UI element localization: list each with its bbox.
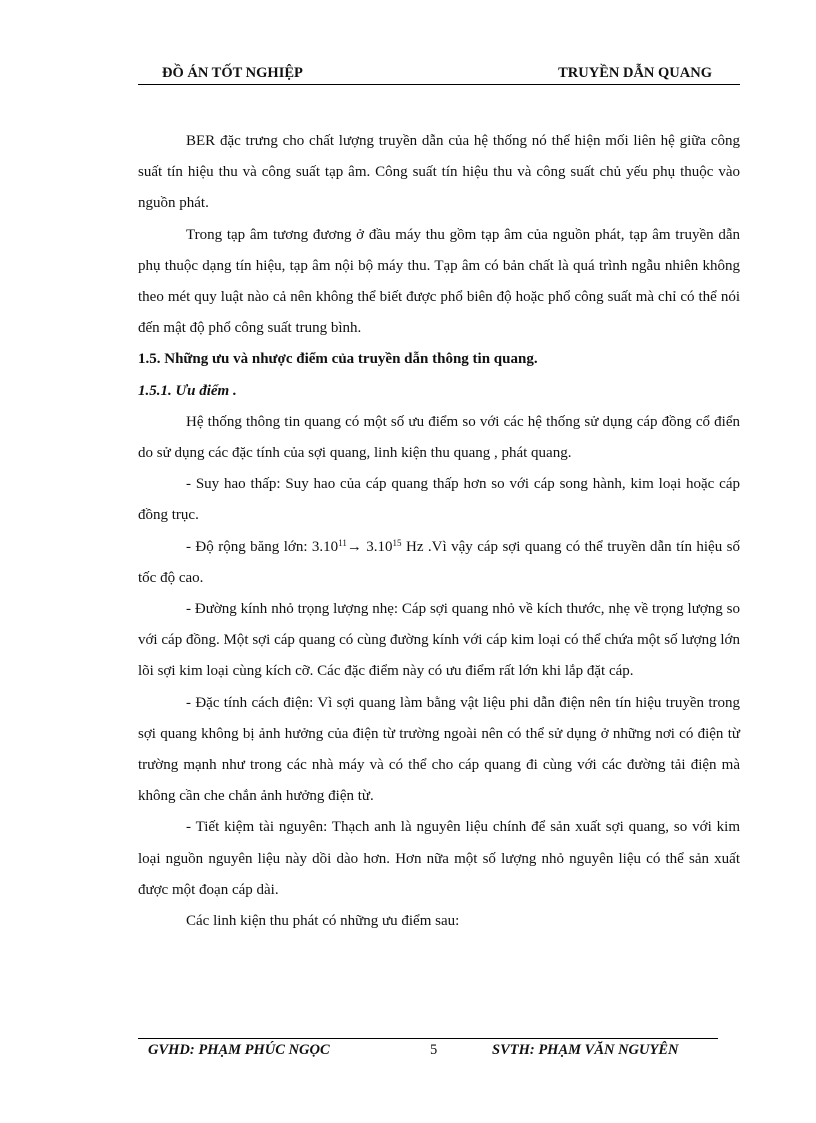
bandwidth-text-c: Hz .Vì vậy cáp sợi quang có thể truyền dẫn tín hiệu số tốc độ cao. bbox=[138, 538, 740, 586]
header-subject: TRUYỀN DẪN QUANG bbox=[558, 65, 712, 81]
bandwidth-text-a: - Độ rộng băng lớn: 3.10 bbox=[186, 538, 339, 555]
paragraph-ber: BER đặc trưng cho chất lượng truyền dẫn của hệ thống nó thể hiện mối liên hệ giữa công suất tín hiệu thu và công suất tạp âm. Công suất tín hiệu thu và công suất chủ yếu phụ thuộc vào nguồn phát. bbox=[138, 133, 740, 212]
page-header bbox=[138, 62, 740, 85]
paragraph-noise: Trong tạp âm tương đương ở đầu máy thu gồm tạp âm của nguồn phát, tạp âm truyền dẫn phụ thuộc dạng tín hiệu, tạp âm nội bộ máy thu. Tạp âm có bản chất là quá trình ngẫu nhiên không theo mét quy luật nào cả nên không thể biết được phổ biên độ hoặc phổ công suất mà chỉ có thể nói đến mật độ phổ công suất trung bình. bbox=[138, 226, 740, 337]
bandwidth-text-b: → 3.10 bbox=[346, 538, 393, 555]
footer-student: SVTH: PHẠM VĂN NGUYÊN bbox=[492, 1042, 679, 1058]
page-body bbox=[138, 126, 740, 937]
bandwidth-exponent-1: 11 bbox=[338, 537, 347, 548]
page-footer bbox=[138, 1038, 718, 1058]
paragraph-components-intro: Các linh kiện thu phát có những ưu điểm sau: bbox=[186, 913, 460, 930]
page-number: 5 bbox=[430, 1042, 438, 1058]
paragraph-insulation: - Đặc tính cách điện: Vì sợi quang làm bằng vật liệu phi dẫn điện nên tín hiệu truyền trong sợi quang không bị ảnh hưởng của điện từ trường ngoài nên có thể sử dụng ở những nơi có điện từ trường mạnh như trong các nhà máy và có thể cho cáp quang đi cùng với các đường tải điện mà không cần che chắn ảnh hưởng điện từ. bbox=[138, 694, 740, 805]
paragraph-bandwidth bbox=[138, 532, 740, 594]
subsection-heading: 1.5.1. Ưu điểm . bbox=[138, 382, 237, 399]
bandwidth-exponent-2: 15 bbox=[392, 537, 402, 548]
paragraph-low-loss: - Suy hao thấp: Suy hao của cáp quang thấp hơn so với cáp song hành, kim loại hoặc cáp đồng trục. bbox=[138, 476, 740, 524]
paragraph-advantages-intro: Hệ thống thông tin quang có một số ưu điểm so với các hệ thống sử dụng cáp đồng cổ điển do sử dụng các đặc tính của sợi quang, linh kiện thu quang , phát quang. bbox=[138, 413, 740, 462]
footer-supervisor: GVHD: PHẠM PHÚC NGỌC bbox=[148, 1042, 330, 1058]
paragraph-resources: - Tiết kiệm tài nguyên: Thạch anh là nguyên liệu chính để sản xuất sợi quang, so với kim loại nguồn nguyên liệu này dồi dào hơn. Hơn nữa một số lượng nhỏ nguyên liệu có thể sản xuất được một đoạn cáp dài. bbox=[138, 819, 740, 898]
paragraph-small-diameter: - Đường kính nhỏ trọng lượng nhẹ: Cáp sợi quang nhỏ về kích thước, nhẹ về trọng lượng so với cáp đồng. Một sợi cáp quang có cùng đường kính với cáp kim loại có thể chứa một số lượng lớn lõi sợi kim loại cùng kích cỡ. Các đặc điểm này có ưu điểm rất lớn khi lắp đặt cáp. bbox=[138, 601, 740, 680]
header-doc-title: ĐỒ ÁN TỐT NGHIỆP bbox=[162, 65, 303, 81]
section-heading: 1.5. Những ưu và nhược điểm của truyền dẫn thông tin quang. bbox=[138, 351, 538, 368]
